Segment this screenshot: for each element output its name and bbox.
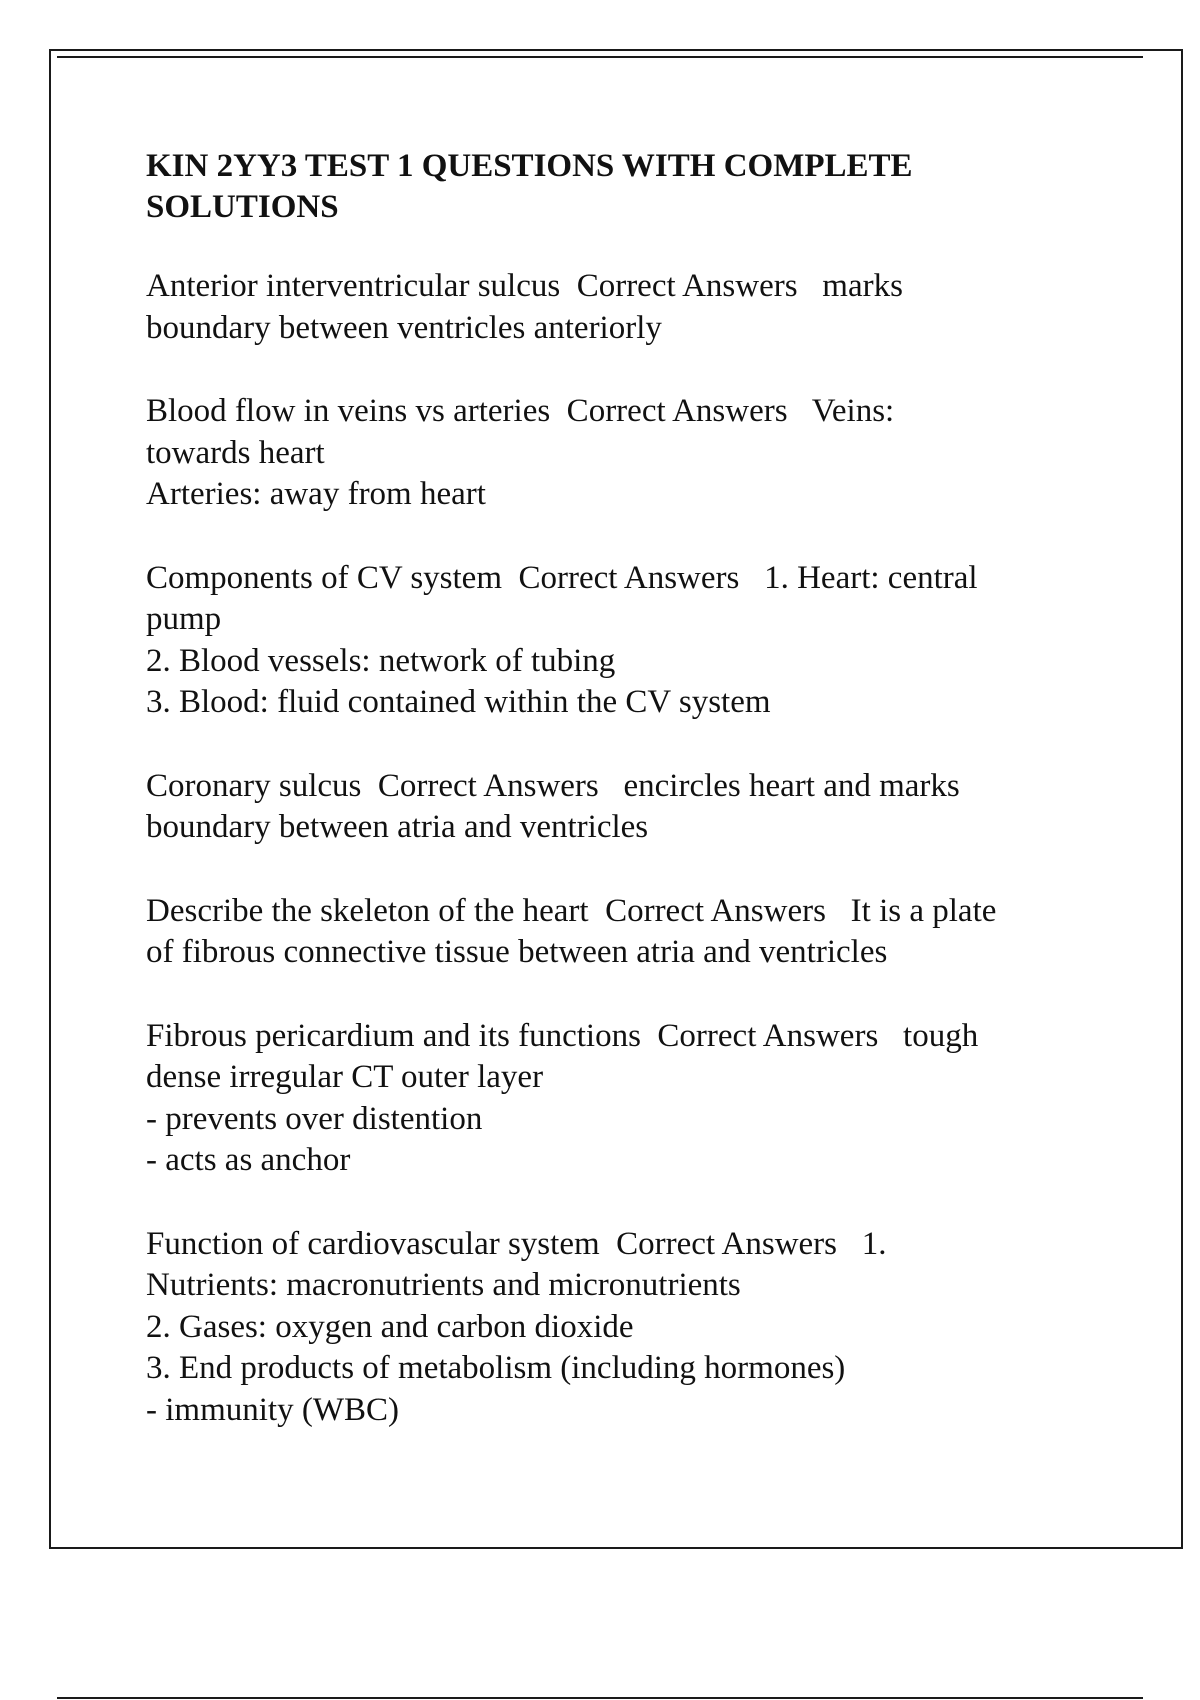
- qa-line: dense irregular CT outer layer: [146, 1059, 544, 1095]
- qa-line: of fibrous connective tissue between atria and ventricles: [146, 934, 888, 970]
- qa-line: Components of CV system Correct Answers 1. Heart: central: [146, 559, 978, 596]
- bottom-rule: [57, 1697, 1143, 1699]
- qa-line: boundary between atria and ventricles: [146, 809, 649, 845]
- qa-line: Anterior interventricular sulcus Correct Answers marks: [146, 268, 903, 304]
- document-title: [146, 146, 1106, 228]
- qa-entry: [146, 391, 1106, 516]
- qa-line: Fibrous pericardium and its functions Correct Answers tough: [146, 1017, 979, 1054]
- qa-entry: [146, 1016, 1106, 1182]
- qa-entry: [146, 766, 1106, 849]
- qa-entry: [146, 1224, 1106, 1432]
- qa-line: - prevents over distention: [146, 1100, 483, 1137]
- title-line: KIN 2YY3 TEST 1 QUESTIONS WITH COMPLETE: [146, 148, 913, 184]
- qa-line: - immunity (WBC): [146, 1391, 399, 1428]
- qa-line: Coronary sulcus Correct Answers encircles heart and marks: [146, 767, 960, 804]
- qa-entry: [146, 266, 1106, 349]
- qa-line: Arteries: away from heart: [146, 476, 486, 512]
- qa-line: pump: [146, 601, 222, 637]
- qa-line: - acts as anchor: [146, 1142, 351, 1178]
- qa-line: Blood flow in veins vs arteries Correct Answers Veins:: [146, 393, 895, 429]
- document-body: [146, 146, 1106, 1473]
- qa-line: boundary between ventricles anteriorly: [146, 309, 662, 346]
- title-line: SOLUTIONS: [146, 189, 339, 225]
- qa-line: 2. Blood vessels: network of tubing: [146, 642, 616, 679]
- qa-line: Nutrients: macronutrients and micronutrients: [146, 1267, 741, 1303]
- qa-line: Describe the skeleton of the heart Correct Answers It is a plate: [146, 892, 997, 929]
- qa-line: 3. Blood: fluid contained within the CV system: [146, 684, 771, 720]
- qa-line: Function of cardiovascular system Correct Answers 1.: [146, 1225, 887, 1262]
- qa-line: 3. End products of metabolism (including hormones): [146, 1350, 846, 1386]
- qa-line: towards heart: [146, 434, 325, 471]
- qa-entry: [146, 558, 1106, 724]
- qa-entry: [146, 891, 1106, 974]
- qa-line: 2. Gases: oxygen and carbon dioxide: [146, 1308, 634, 1345]
- top-rule: [57, 56, 1143, 58]
